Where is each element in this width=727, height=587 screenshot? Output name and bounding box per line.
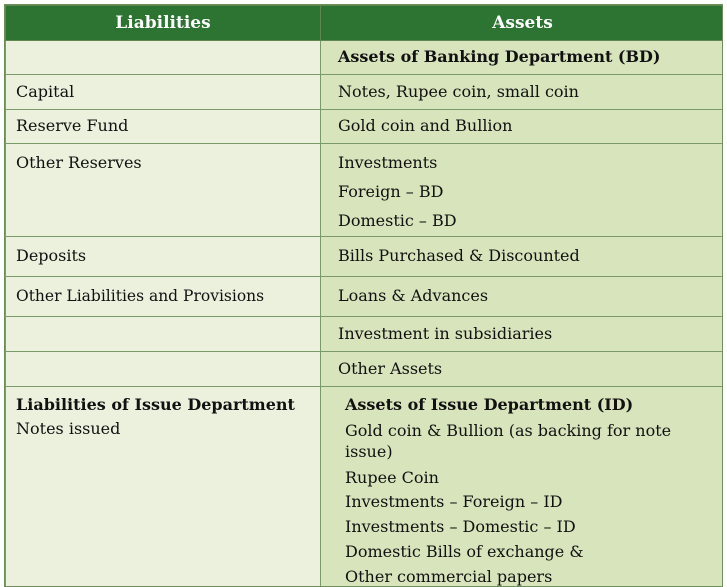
- balance-sheet-table-frame: [4, 4, 723, 587]
- banking-assets-heading: Assets of Banking Department (BD): [321, 41, 724, 75]
- table-row: [6, 237, 724, 277]
- issue-asset-line: Domestic Bills of exchange &: [345, 542, 584, 561]
- table-row: [6, 75, 724, 110]
- issue-asset-line: Investments – Foreign – ID: [345, 492, 563, 511]
- table-row: [6, 277, 724, 317]
- asset-cell: [321, 144, 724, 237]
- issue-asset-line: Gold coin & Bullion (as backing for note: [345, 421, 672, 440]
- issue-asset-line: Investments – Domestic – ID: [345, 517, 576, 536]
- issue-liability-item: Notes issued: [16, 419, 121, 438]
- asset-cell: Gold coin and Bullion: [321, 110, 724, 144]
- liabilities-header: Liabilities: [6, 6, 321, 41]
- asset-line: Investments: [338, 153, 438, 172]
- table-row: [6, 41, 724, 75]
- table-row: [6, 144, 724, 237]
- assets-header: Assets: [321, 6, 724, 41]
- liability-cell: [6, 144, 321, 237]
- liability-cell: Other Liabilities and Provisions: [6, 277, 321, 317]
- asset-line: Domestic – BD: [338, 211, 457, 230]
- liability-text: Other Reserves: [16, 153, 142, 172]
- table-row: [6, 110, 724, 144]
- issue-liabilities-heading: Liabilities of Issue Department: [16, 395, 295, 414]
- liability-cell: [6, 41, 321, 75]
- header-row: [6, 6, 724, 41]
- issue-asset-line: Other commercial papers: [345, 567, 553, 586]
- table-row: [6, 352, 724, 387]
- asset-line: Foreign – BD: [338, 182, 444, 201]
- asset-cell: Other Assets: [321, 352, 724, 387]
- asset-cell: Investment in subsidiaries: [321, 317, 724, 352]
- balance-sheet-table: [5, 5, 723, 587]
- liability-cell: Deposits: [6, 237, 321, 277]
- liability-cell: Reserve Fund: [6, 110, 321, 144]
- issue-assets-heading: Assets of Issue Department (ID): [345, 395, 634, 414]
- issue-assets-cell: [321, 387, 724, 587]
- table-row: [6, 317, 724, 352]
- asset-cell: Loans & Advances: [321, 277, 724, 317]
- issue-liabilities-cell: [6, 387, 321, 587]
- liability-cell: Capital: [6, 75, 321, 110]
- issue-asset-line: issue): [345, 442, 393, 461]
- asset-cell: Bills Purchased & Discounted: [321, 237, 724, 277]
- asset-cell: Notes, Rupee coin, small coin: [321, 75, 724, 110]
- liability-cell: [6, 352, 321, 387]
- issue-department-row: [6, 387, 724, 587]
- liability-cell: [6, 317, 321, 352]
- issue-asset-line: Rupee Coin: [345, 468, 439, 487]
